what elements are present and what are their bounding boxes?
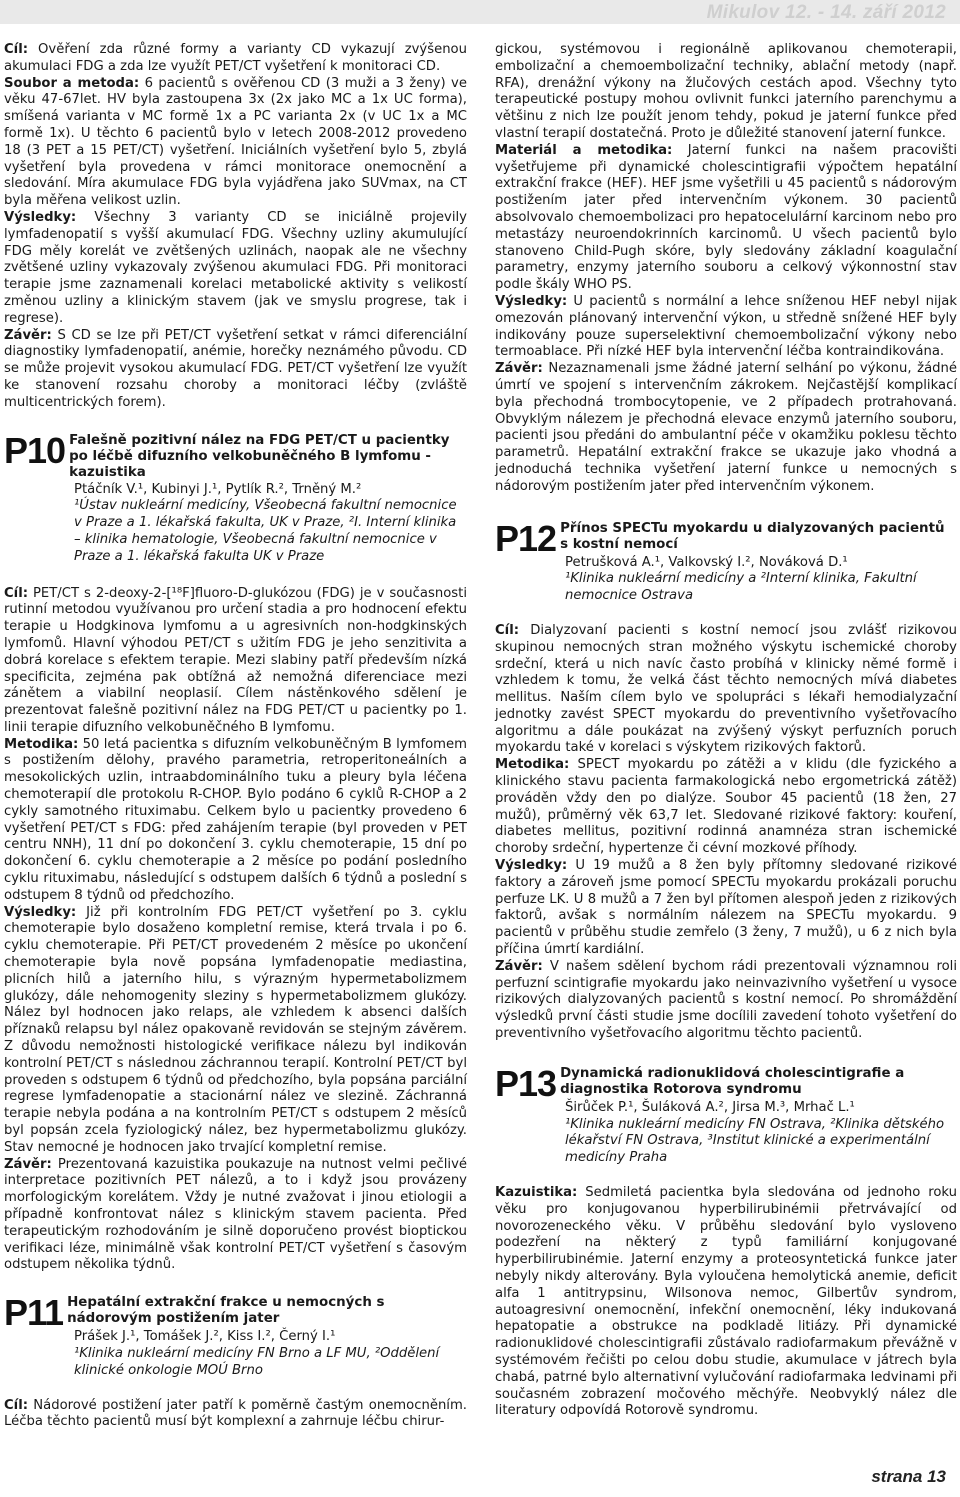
paragraph [4, 1398, 467, 1432]
abstract-authors: Širůček P.¹, Šuláková A.², Jirsa M.³, Mrhač L.¹ [565, 1099, 855, 1115]
para-text: Prezentovaná kazuistika poukazuje na nutnost velmi pečlivé interpretace pozitivních PET nálezů, a to i když jsou provázeny morfologickým korelátem. Vždy je nutné zvažovat i jinou etiologii a případně konfrontovat nález s klinickým stavem pacienta. Před terapeutickým rozhodováním je silně doporučeno provést bioptickou verifikaci léze, minimálně však kontrolní PET/CT vyšetření s časovým odstupem několika týdnů. [4, 1156, 467, 1273]
para-text: 50 letá pacientka s difuzním velkobuněčným B lymfomem s postižením dělohy, pravého parametria, retroperitoneálních a mesokolických uzlin, intraabdominálního tuku a pleury byla léčena chemoterapií dle protokolu R-CHOP. Bylo podáno 6 cyklů R-CHOP a 2 cykly samotného rituximabu. Celkem bylo u pacientky provedeno 6 vyšetření PET/CT s FDG: před zahájením terapie (byl proveden v PET centru NNH), 11 dní po dokončení 3. cyklu chemoterapie, 15 dní po dokončení 6. cyklu chemoterapie a 2 měsíce po podání posledního cyklu rituximabu, následující s odstupem dalších 6 týdnů a poslední s odstupem 8 týdnů od předchozího. [4, 736, 467, 903]
paragraph [4, 737, 467, 905]
abstract-title: Přínos SPECTu myokardu u dialyzovaných pacientů s kostní nemocí [560, 520, 945, 552]
abstract-authors: Prášek J.¹, Tomášek J.², Kiss I.², Černý I.¹ [74, 1329, 336, 1345]
abstract-number: P10 [4, 429, 66, 471]
abstract-affiliation [565, 571, 957, 605]
abstract-p13 [495, 1062, 957, 1420]
paragraph [4, 1157, 467, 1275]
para-label: Závěr: [495, 361, 543, 377]
abstract-number: P13 [495, 1062, 557, 1104]
para-label: Výsledky: [495, 858, 568, 874]
para-label: Cíl: [4, 42, 28, 57]
para-text: 6 pacientů s ověřenou CD (3 muži a 3 ženy) ve věku 47-67let. HV byla zastoupena 3x (2x jako MC a 1x UC forma), smíšená varianta v MC formě 1x a PC varianta 2x (v UC 1x a MC formě 1x). U těchto 6 pacientů bylo v letech 2008-2012 provedeno 18 (3 PET a 15 PET/CT) vyšetření. Iniciálních vyšetření bylo 5, zbylá vyšetření byla provedena v rámci monitorace onemocnění a sledování. Míra akumulace FDG byla vyjádřena jako SUVmax, na CT byla měřena velikost uzlin. [4, 75, 467, 209]
paragraph [495, 294, 957, 361]
paragraph [4, 905, 467, 1157]
para-text: SPECT myokardu po zátěži a v klidu (dle fyzického a klinického stavu pacienta farmakologická nebo ergometrická zátěž) prováděn vždy den po dialýze. Soubor 45 pacientů (18 žen, 27 mužů), průměrný věk 63,7 let. Sledované rizikové faktory: kouření, diabetes mellitus, pozitivní rodinná anamnéza stran ischemické choroby srdeční, hypertenze či cévní mozkové příhody. [495, 757, 957, 857]
abstract-p11 [4, 1294, 467, 1431]
paragraph [495, 623, 957, 757]
abstract-p10 [4, 429, 467, 1275]
para-label: Metodika: [4, 736, 79, 752]
para-text: Nádorové postižení jater patří k poměrně častým onemocněním. Léčba těchto pacientů musí být komplexní a zahrnuje léčbu chirur- [4, 1397, 467, 1430]
affiliation-text: ¹Klinika nukleární medicíny FN Ostrava, ²Klinika dětského lékařství FN Ostrava, ³Institut klinické a experimentální medicíny Praha [565, 1116, 945, 1166]
abstract-authors: Petrušková A.¹, Valkovský I.², Nováková D.¹ [565, 554, 848, 570]
paragraph [4, 76, 467, 210]
abstract-number: P11 [4, 1292, 64, 1334]
paragraph [495, 858, 957, 959]
para-text: Dialyzovaní pacienti s kostní nemocí jsou zvlášť rizikovou skupinou nemocných stran možného výskytu ischemické choroby srdeční, která u nich navíc často probíhá v klinicky němé formě i vzhledem k tomu, že velká část těchto nemocných mívá diabetes mellitus. Naším cílem bylo ve spolupráci s lékaři hemodialyzační jednotky zavést SPECT myokardu do preventivního vyšetřovacího algoritmu a dále poukázat na zvýšený výskyt perfuzních poruch myokardu také v korelaci s výskytem rizikových faktorů. [495, 622, 957, 756]
right-column [495, 42, 957, 1420]
affiliation-text: ¹Ústav nukleární medicíny, Všeobecná fakultní nemocnice v Praze a 1. lékařská fakulta, UK v Praze, ²I. Interní klinika – klinika hematologie, Všeobecná fakultní nemocnice v Praze a 1. lékařská fakulta UK v Praze [74, 498, 457, 564]
paragraph [495, 757, 957, 858]
abstract-affiliation [74, 498, 467, 565]
para-label: Cíl: [4, 1397, 28, 1413]
abstract-affiliation [565, 1117, 957, 1167]
para-label: Výsledky: [4, 904, 77, 920]
para-text: U 19 mužů a 8 žen byly přítomny sledované rizikové faktory a zároveň jsme pomocí SPECTu myokardu prokázali poruchu perfuze LK. U 8 mužů a 7 žen byl přítomen alespoň jeden z rizikových faktorů, avšak s normálním nálezem na SPECTu myokardu. 9 pacientů v průběhu studie zemřelo (3 ženy, 7 mužů), u 6 z nich byla příčina úmrtí kardiální. [495, 858, 957, 958]
para-label: Metodika: [495, 757, 570, 773]
abstract-authors: Ptáčník V.¹, Kubinyi J.¹, Pytlík R.², Trněný M.² [74, 481, 362, 497]
conference-title: Mikulov 12. - 14. září 2012 [706, 2, 946, 23]
affiliation-text: ¹Klinika nukleární medicíny a ²Interní klinika, Fakultní nemocnice Ostrava [565, 571, 917, 604]
para-label: Kazuistika: [495, 1185, 578, 1201]
para-text: U pacientů s normální a lehce sníženou HEF nebyl nijak omezován plánovaný intervenční výkon, u středně snížené HEF byly indikovány pouze superselektivní chemoembolizační výkony nebo termoablace. Při nízké HEF byla intervenční léčba kontraindikována. [495, 293, 957, 360]
paragraph [4, 586, 467, 737]
para-label: Závěr: [4, 1156, 52, 1172]
affiliation-text: ¹Klinika nukleární medicíny FN Brno a LF MU, ²Oddělení klinické onkologie MOÚ Brno [74, 1345, 440, 1378]
paragraph [495, 42, 957, 143]
paragraph [495, 361, 957, 495]
left-column [4, 42, 467, 1431]
para-text: S CD se lze při PET/CT vyšetření setkat v rámci diferenciální diagnostiky lymfadenopatií, anémie, horečky neznámého původu. CD se může projevit vysokou akumulací FDG. PET/CT vyšetření lze využít ke stanovení rozsahu choroby a monitoraci léčby (zvláště multicentrických forem). [4, 327, 467, 410]
paragraph [495, 143, 957, 294]
para-label: Cíl: [495, 622, 519, 638]
header-band [0, 0, 960, 24]
page-number: strana 13 [871, 1467, 946, 1486]
para-label: Výsledky: [495, 293, 568, 309]
abstract-p12 [495, 517, 957, 1043]
para-label: Závěr: [4, 327, 52, 343]
para-label: Výsledky: [4, 209, 77, 225]
paragraph [495, 1185, 957, 1420]
para-text: Již při kontrolním FDG PET/CT vyšetření po 3. cyklu chemoterapie bylo dosaženo kompletní remise, která trvala i po 6. cyklu chemoterapie. Při PET/CT provedeném 2 měsíce po ukončení chemoterapie byla nově popsána lymfadenopatie mediastina, plicních hilů a jaterního hilu, s výrazným hypermetabolizmem glukózy, dále nehomogenity sleziny s hypermetabolizmem glukózy. Nález byl hodnocen jako relaps, ale vzhledem k absenci dalších příznaků relapsu byl nález opakovaně revidován se stejným závěrem. Z důvodu nemožnosti histologické verifikace nálezu byl indikován kontrolní PET/CT s následnou záchrannou terapií. Kontrolní PET/CT byl proveden s odstupem 6 týdnů od předchozího, byla popsána parciální regrese lymfadenopatie a stacionární nález ve slezině. Záchranná terapie nebyla podána a na kontrolním PET/CT s odstupem 2 měsíců byl popsán zcela fyziologický nález, bez hypermetabolizmu glukózy. Stav nemocné je hodnocen jako trvající kompletní remise. [4, 904, 467, 1155]
paragraph [4, 328, 467, 412]
para-text: Jaterní funkci na našem pracovišti vyšetřujeme při dynamické cholescintigrafii výpočtem hepatální extrakční frakce (HEF). HEF jsme vyšetřili u 45 pacientů s nádorovým postižením jater před intervenčním výkonem. 30 pacientů absolvovalo chemoembolizaci pro hepatocelulární karcinom nebo pro metastázy neuroendokrinních karcinomů. U všech pacientů bylo stanoveno Child-Pugh skóre, byly sledovány základní koagulační parametry, enzymy jaterního souboru a celkový výkonnostní stav podle škály WHO PS. [495, 142, 957, 293]
abstract-title: Hepatální extrakční frakce u nemocných s nádorovým postižením jater [67, 1295, 385, 1327]
para-text: V našem sdělení bychom rádi prezentovali významnou roli perfuzní scintigrafie myokardu jako neinvazivního vyšetření u vysoce rizikových dialyzovaných pacientů s kostní nemocí. Po shromáždění výsledků první části studie jsme docílili zavedení tohoto vyšetření do preventivního vyšetřovacího algoritmu těchto pacientů. [495, 958, 957, 1042]
paragraph [495, 959, 957, 1043]
para-text: gickou, systémovou i regionálně aplikovanou chemoterapii, embolizační a chemoembolizační techniky, ablační metody (např. RFA), drenážní výkony na žlučových cestách apod. Všechny tyto terapeutické postupy mohou ovlivnit funkci jaterního parenchymu a většinu z nich lze použít jenom tehdy, pokud je jaterní funkce před vlastní terapií dostatečná. Proto je důležité stanovení jaterní funkce. [495, 42, 957, 141]
abstract-affiliation [74, 1346, 467, 1380]
abstract-number: P12 [495, 517, 557, 559]
abstract-title: Falešně pozitivní nález na FDG PET/CT u pacientky po léčbě difuzního velkobuněčného B lymfomu - kazuistika [69, 432, 450, 480]
para-text: Sedmiletá pacientka byla sledována od jednoho roku věku pro konjugovanou hyperbilirubinémii přetrvávající od novorozeneckého věku. V průběhu sledování bylo vysloveno podezření na některý z typů familiární konjugované hyperbilirubinémie. Jaterní enzymy a proteosyntetická funkce jater nebyly nikdy alterovány. Byla vyloučena hemolytická anemie, deficit alfa 1 antitrypsinu, Wilsonova nemoc, Gilbertův syndrom, autoagresivní onemocnění, infekční onemocnění, léky indukovaná hepatopatie a obstrukce na podkladě litiázy. Při dynamické radionuklidové cholescintigrafii zůstávalo radiofarmakum převážně v systémovém řečišti po celou dobu studie, akumulace v játrech byla chabá, patrné bylo alternativní vylučování radiofarmaka ledvinami při současném zobrazení močového měchýře. Neobvyklý nález dle literatury odpovídá Rotorově syndromu. [495, 1185, 957, 1419]
paragraph [4, 210, 467, 328]
para-label: Závěr: [495, 958, 543, 974]
para-label: Soubor a metoda: [4, 75, 140, 91]
abstract-title: Dynamická radionuklidová cholescintigrafie a diagnostika Rotorova syndromu [560, 1065, 905, 1097]
para-text: Všechny 3 varianty CD se iniciálně projevily lymfadenopatií s vyšší akumulací FDG. Všechny uzliny akumulující FDG měly korelát ve zvětšených uzlinách, naopak ale ne všechny zvětšené uzliny vykazovaly zvýšenou akumulaci FDG. Při monitoraci terapie jsme zaznamenali korelaci metabolické aktivity s velikostí změnou uzliny a klinickým stavem (jak ve smyslu progrese, tak i regrese). [4, 209, 467, 326]
paragraph [4, 42, 467, 76]
para-text: Ověření zda různé formy a varianty CD vykazují zvýšenou akumulaci FDG a zda lze využít PET/CT vyšetření k monitoraci CD. [4, 42, 467, 74]
para-text: Nezaznamenali jsme žádné jaterní selhání po výkonu, žádné úmrtí ve spojení s intervenčním zákrokem. Nejčastější komplikací byla přechodná trombocytopenie, ve 2 případech protrahovaná. Obvyklým nálezem je přechodná elevace enzymů jaterního souboru, pacienti jsou předáni do ambulantní péče v okamžiku poklesu těchto parametrů. Hepatální extrakční frakce se ukazuje jako vhodná a jednoduchá technika vyšetření jaterní funkce u nemocných s nádorovým postižením jater před intervenčním výkonem. [495, 361, 957, 494]
para-label: Cíl: [4, 585, 28, 601]
para-text: PET/CT s 2-deoxy-2-[¹⁸F]fluoro-D-glukózou (FDG) je v současnosti rutinní metodou využívanou pro určení stadia a pro hodnocení efektu terapie u Hodgkinova lymfomu a u agresivních non-hodgkinských lymfomů. Hlavní výhodou PET/CT s užitím FDG je jeho senzitivita a dobrá korelace s efektem terapie. Mezi slabiny patří především nízká specificita, zejména pak obtížná až nemožná diferenciace mezi zánětem a viabilní neoplasií. Cílem nástěnkového sdělení je prezentovat falešně pozitivní nález na FDG PET/CT u pacientky po 1. linii terapie difuzního velkobuněčného B lymfomu. [4, 585, 467, 735]
para-label: Materiál a metodika: [495, 142, 673, 158]
